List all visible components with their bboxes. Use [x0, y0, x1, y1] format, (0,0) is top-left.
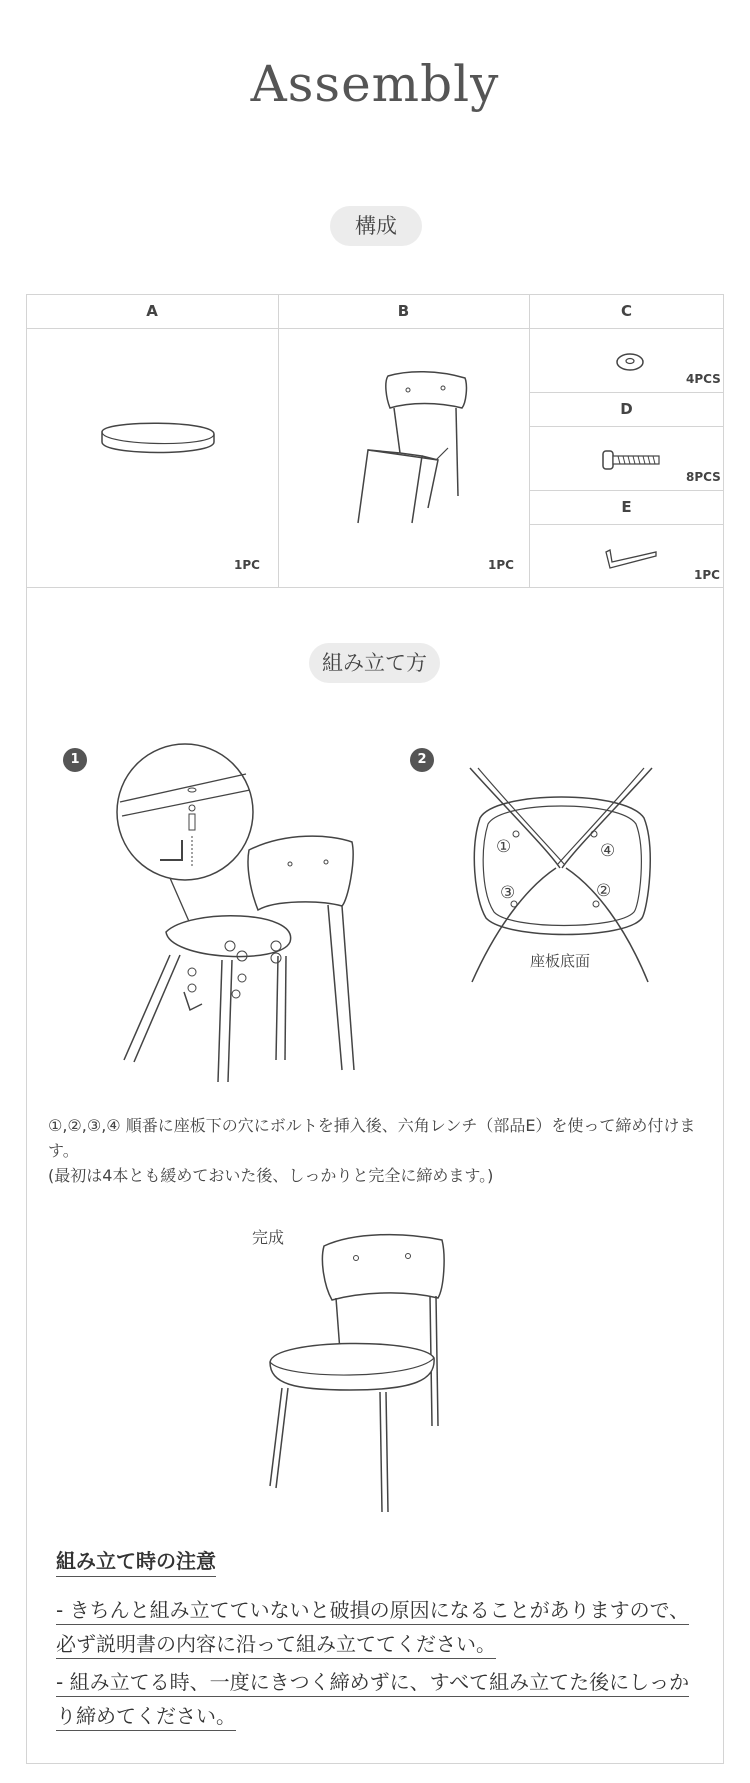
hole-3-label: ③ — [500, 883, 516, 903]
part-c-header: C — [620, 302, 632, 320]
caution-title: 組み立て時の注意 — [56, 1545, 216, 1577]
instruction-text — [48, 1113, 718, 1188]
seat-illustration — [98, 420, 218, 470]
page-title: Assembly — [250, 55, 500, 113]
caution-line-4: り締めてください。 — [56, 1700, 236, 1731]
section-howto-heading: 組み立て方 — [309, 643, 440, 683]
part-a-quantity: 1PC — [234, 558, 260, 572]
section-parts-heading: 構成 — [330, 206, 422, 246]
instruction-line-2: (最初は4本とも緩めておいた後、しっかりと完全に締めます。) — [48, 1166, 494, 1185]
part-d-header: D — [620, 400, 633, 418]
hole-1-label: ① — [496, 837, 512, 857]
seat-underside-caption: 座板底面 — [530, 952, 591, 970]
hole-4-label: ④ — [600, 841, 616, 861]
part-e-quantity: 1PC — [694, 568, 720, 582]
hex-key-illustration — [600, 542, 660, 572]
washer-illustration — [610, 350, 650, 374]
hole-2-label: ② — [596, 881, 612, 901]
part-a-header: A — [146, 302, 158, 320]
step-2-badge: 2 — [410, 748, 434, 772]
caution-line-3: - 組み立てる時、一度にきつく締めずに、すべて組み立てた後にしっか — [56, 1666, 689, 1697]
completed-chair-illustration — [264, 1228, 464, 1518]
part-c-quantity: 4PCS — [686, 372, 721, 386]
caution-line-1: - きちんと組み立てていないと破損の原因になることがありますので、 — [56, 1594, 689, 1625]
step-1-illustration — [110, 760, 360, 1090]
part-b-header: B — [397, 302, 410, 320]
instruction-line-1: ①,②,③,④ 順番に座板下の穴にボルトを挿入後、六角レンチ（部品E）を使って締め付けます。 — [48, 1116, 696, 1160]
chair-frame-illustration — [348, 368, 468, 528]
caution-line-2: 必ず説明書の内容に沿って組み立ててください。 — [56, 1628, 496, 1659]
part-e-header: E — [621, 498, 632, 516]
part-d-quantity: 8PCS — [686, 470, 721, 484]
part-b-quantity: 1PC — [488, 558, 514, 572]
complete-label: 完成 — [252, 1228, 285, 1247]
bolt-illustration — [600, 448, 662, 472]
step-1-badge: 1 — [63, 748, 87, 772]
